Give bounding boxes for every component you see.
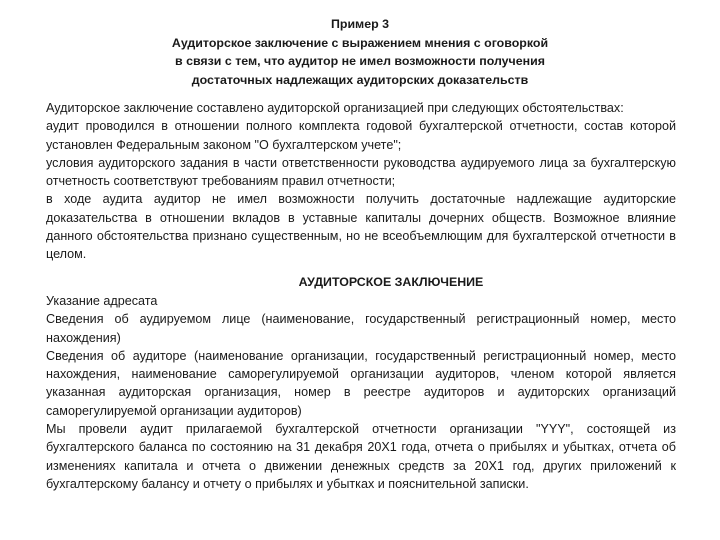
circumstance-item-responsibility: условия аудиторского задания в части ответственности руководства аудируемого лица за бухгалтерскую отчетность соответствуют требованиям правил отчетности;: [46, 155, 676, 189]
report-title: АУДИТОРСКОЕ ЗАКЛЮЧЕНИЕ: [298, 274, 484, 289]
circumstance-item-limitation: в ходе аудита аудитор не имел возможности получить достаточные надлежащие аудиторские доказательства в отношении вкладов в уставные капиталы дочерних обществ. Возможное влияние данного обстоятельства признано существенным, но не всеобъемлющим для бухгалтерской отчетности в целом.: [46, 192, 676, 262]
report-addressee: Указание адресата: [46, 293, 158, 308]
report-auditor-info: Сведения об аудиторе (наименование организации, государственный регистрационный номер, место нахождения, наименование саморегулируемой организации аудиторов, членом которой является указанная аудиторская организация, номер в реестре аудиторов и аудиторских организаций саморегулируемой организации аудиторов): [46, 348, 676, 418]
example-number: Пример 3: [330, 17, 390, 31]
report-opinion-intro: Мы провели аудит прилагаемой бухгалтерской отчетности организации "YYY", состоящей из бухгалтерского баланса по состоянию на 31 декабря 20X1 года, отчета о прибылях и убытках, отчета об изменениях капитала и отчета о движении денежных средств за 20X1 год, других приложений к бухгалтерскому балансу и отчету о прибылях и убытках и пояснительной записки.: [46, 422, 676, 491]
report-audited-entity: Сведения об аудируемом лице (наименование, государственный регистрационный номер, место нахождения): [46, 312, 676, 345]
heading-line-2: в связи с тем, что аудитор не имел возможности получения: [175, 54, 545, 68]
document-heading: [120, 15, 600, 89]
circumstance-item-scope: аудит проводился в отношении полного комплекта годовой бухгалтерской отчетности, состав которой установлен Федеральным законом "О бухгалтерском учете";: [46, 119, 676, 152]
document-body: [46, 99, 676, 493]
heading-line-3: достаточных надлежащих аудиторских доказательств: [191, 72, 529, 87]
circumstances-intro: Аудиторское заключение составлено аудиторской организацией при следующих обстоятельствах:: [46, 101, 624, 115]
heading-line-1: Аудиторское заключение с выражением мнения с оговоркой: [171, 35, 549, 50]
